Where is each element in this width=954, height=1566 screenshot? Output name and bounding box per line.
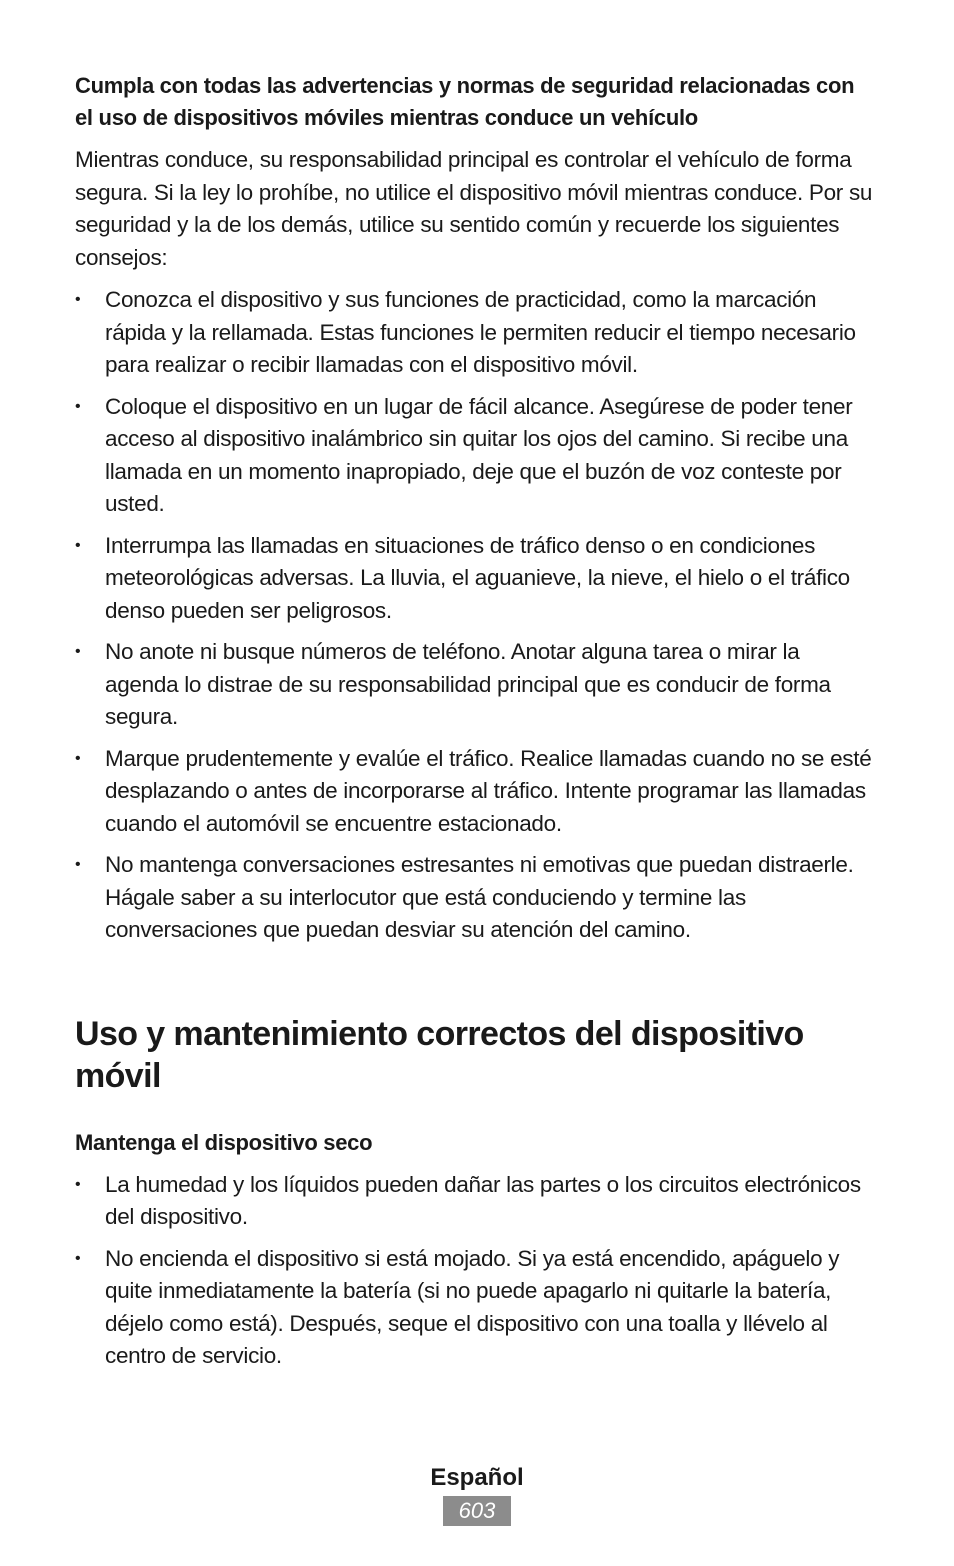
- list-item: [75, 636, 875, 734]
- list-item: [75, 391, 875, 521]
- driving-safety-intro: Mientras conduce, su responsabilidad principal es controlar el vehículo de forma segura. Si la ley lo prohíbe, no utilice el dispositivo móvil mientras conduce. Por su seguridad y la de los demás, utilice su sentido común y recuerde los siguientes consejos:: [75, 147, 873, 270]
- bullet-icon: •: [75, 643, 81, 660]
- bullet-icon: •: [75, 536, 81, 554]
- list-item-text: Coloque el dispositivo en un lugar de fácil alcance. Asegúrese de poder tener acceso al dispositivo inalámbrico sin quitar los ojos del camino. Si recibe una llamada en un momento inapropiado, deje que el buzón de voz conteste por usted.: [105, 393, 853, 516]
- list-item-text: No mantenga conversaciones estresantes ni emotivas que puedan distraerle. Hágale saber a su interlocutor que está conduciendo y termine las conversaciones que puedan desviar su atención del camino.: [105, 852, 854, 942]
- bullet-icon: •: [75, 856, 81, 873]
- bullet-icon: •: [75, 749, 81, 767]
- list-item-text: La humedad y los líquidos pueden dañar las partes o los circuitos electrónicos del dispositivo.: [105, 1171, 861, 1229]
- list-item: [75, 284, 875, 382]
- list-item-text: No encienda el dispositivo si está mojado. Si ya está encendido, apáguelo y quite inmediatamente la batería (si no puede apagarlo ni quitarle la batería, déjelo como está). Después, seque el dispositivo con una toalla y llévelo al centro de servicio.: [105, 1245, 840, 1368]
- page-number: 603: [443, 1496, 511, 1526]
- list-item-text: Conozca el dispositivo y sus funciones de practicidad, como la marcación rápida y la rellamada. Estas funciones le permiten reducir el tiempo necesario para realizar o recibir llamadas con el dispositivo móvil.: [105, 287, 856, 377]
- list-item: [75, 1169, 875, 1234]
- document-page: [75, 70, 875, 1382]
- driving-safety-list: [75, 284, 875, 947]
- bullet-icon: •: [75, 1249, 81, 1267]
- list-item: [75, 530, 875, 628]
- bullet-icon: •: [75, 397, 81, 415]
- driving-safety-heading: Cumpla con todas las advertencias y normas de seguridad relacionadas con el uso de dispositivos móviles mientras conduce un vehículo: [75, 73, 855, 130]
- keep-dry-heading: Mantenga el dispositivo seco: [75, 1129, 373, 1155]
- keep-dry-list: [75, 1169, 875, 1373]
- list-item: [75, 1243, 875, 1373]
- section-title: Uso y mantenimiento correctos del dispositivo móvil: [75, 1014, 804, 1095]
- footer-language: Español: [430, 1464, 524, 1491]
- bullet-icon: •: [75, 1175, 81, 1193]
- list-item-text: No anote ni busque números de teléfono. Anotar alguna tarea o mirar la agenda lo distrae de su responsabilidad principal que es conducir de forma segura.: [105, 639, 831, 729]
- list-item: [75, 743, 875, 841]
- list-item-text: Marque prudentemente y evalúe el tráfico. Realice llamadas cuando no se esté desplazando o antes de incorporarse al tráfico. Intente programar las llamadas cuando el automóvil se encuentre estacionado.: [105, 745, 872, 836]
- bullet-icon: •: [75, 291, 81, 308]
- list-item-text: Interrumpa las llamadas en situaciones de tráfico denso o en condiciones meteorológicas adversas. La lluvia, el aguanieve, la nieve, el hielo o el tráfico denso pueden ser peligrosos.: [105, 532, 850, 623]
- page-footer: [0, 1462, 954, 1526]
- list-item: [75, 849, 875, 947]
